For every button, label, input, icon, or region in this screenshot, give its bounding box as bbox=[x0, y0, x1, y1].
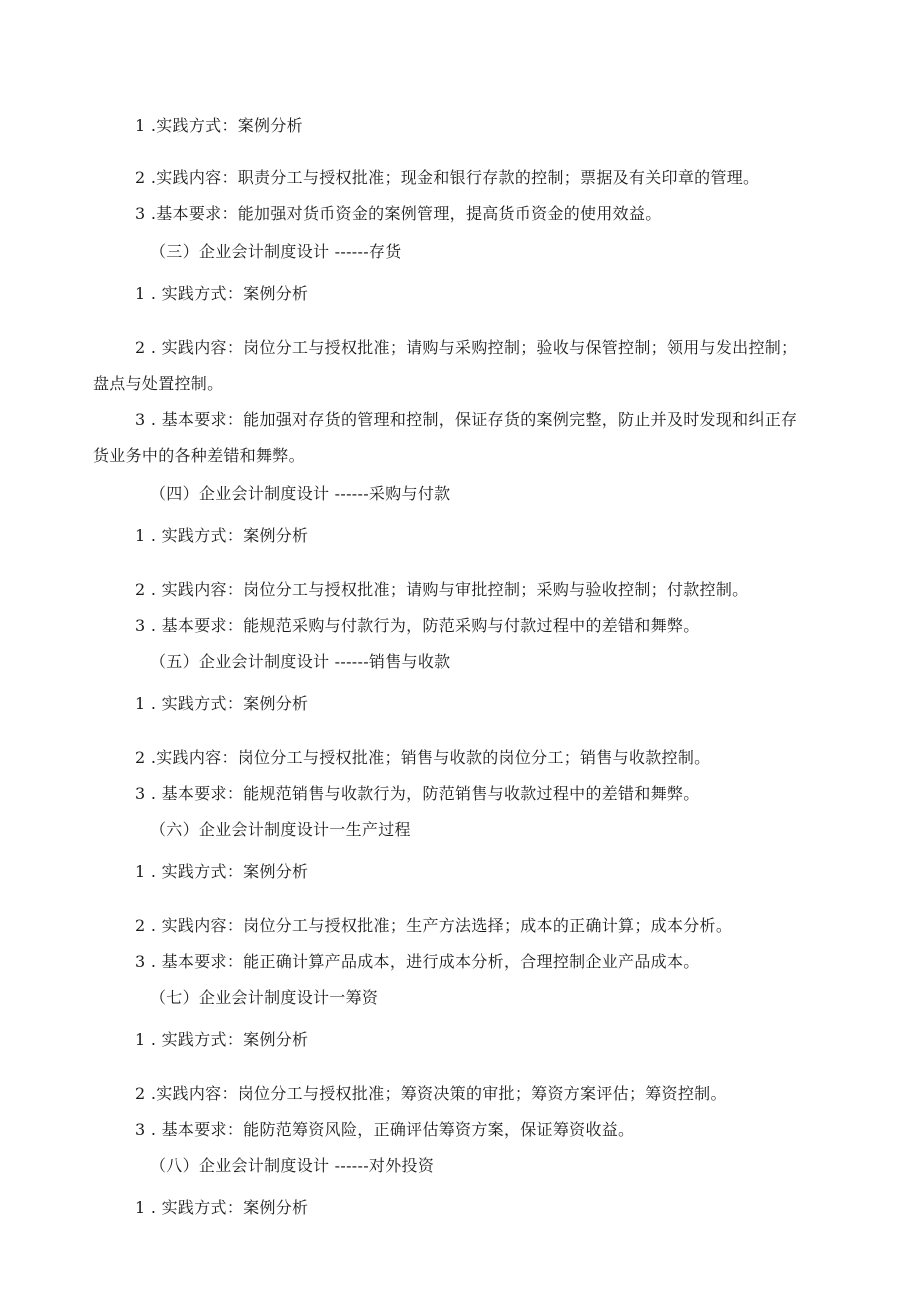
item-3-basic-requirement: 3 . 基本要求：能规范采购与付款行为，防范采购与付款过程中的差错和舞弊。 bbox=[135, 616, 700, 635]
item-1-practice-method: 1 . 实践方式：案例分析 bbox=[135, 1030, 309, 1049]
item-1-practice-method: 1 . 实践方式：案例分析 bbox=[135, 1198, 309, 1217]
item-2-practice-content: 2 .实践内容：岗位分工与授权批准；销售与收款的岗位分工；销售与收款控制。 bbox=[135, 748, 711, 767]
item-2-practice-content: 2 .实践内容：岗位分工与授权批准；筹资决策的审批；筹资方案评估；筹资控制。 bbox=[135, 1084, 727, 1103]
item-2-practice-content: 2 . 实践内容：岗位分工与授权批准；请购与采购控制；验收与保管控制；领用与发出控制； bbox=[135, 338, 798, 357]
item-3-basic-requirement: 3 . 基本要求：能正确计算产品成本，进行成本分析，合理控制企业产品成本。 bbox=[135, 952, 700, 971]
item-2-practice-content: 2 . 实践内容：岗位分工与授权批准；生产方法选择；成本的正确计算；成本分析。 bbox=[135, 916, 733, 935]
item-3-basic-requirement: 3 .基本要求：能加强对货币资金的案例管理，提高货币资金的使用效益。 bbox=[135, 204, 662, 223]
item-2-practice-content: 2 .实践内容：职责分工与授权批准；现金和银行存款的控制；票据及有关印章的管理。 bbox=[135, 168, 760, 187]
section-heading-procurement: （四）企业会计制度设计 ------采购与付款 bbox=[150, 484, 451, 503]
item-2-practice-content: 2 . 实践内容：岗位分工与授权批准；请购与审批控制；采购与验收控制；付款控制。 bbox=[135, 580, 749, 599]
section-heading-sales: （五）企业会计制度设计 ------销售与收款 bbox=[150, 652, 451, 671]
item-3-basic-requirement: 3 . 基本要求：能防范筹资风险，正确评估筹资方案，保证筹资收益。 bbox=[135, 1120, 635, 1139]
item-2-practice-content-continued: 盘点与处置控制。 bbox=[93, 374, 224, 393]
item-3-basic-requirement: 3 . 基本要求：能规范销售与收款行为，防范销售与收款过程中的差错和舞弊。 bbox=[135, 784, 700, 803]
item-3-basic-requirement: 3 . 基本要求：能加强对存货的管理和控制，保证存货的案例完整，防止并及时发现和纠正存 bbox=[135, 410, 798, 429]
item-1-practice-method: 1 .实践方式：案例分析 bbox=[135, 116, 303, 135]
section-heading-investment: （八）企业会计制度设计 ------对外投资 bbox=[150, 1156, 435, 1175]
item-1-practice-method: 1 . 实践方式：案例分析 bbox=[135, 694, 309, 713]
section-heading-production: （六）企业会计制度设计一生产过程 bbox=[150, 820, 411, 839]
item-1-practice-method: 1 . 实践方式：案例分析 bbox=[135, 862, 309, 881]
section-heading-financing: （七）企业会计制度设计一筹资 bbox=[150, 988, 379, 1007]
section-heading-inventory: （三）企业会计制度设计 ------存货 bbox=[150, 242, 402, 261]
item-1-practice-method: 1 . 实践方式：案例分析 bbox=[135, 284, 309, 303]
item-1-practice-method: 1 . 实践方式：案例分析 bbox=[135, 526, 309, 545]
item-3-basic-requirement-continued: 货业务中的各种差错和舞弊。 bbox=[93, 446, 305, 465]
